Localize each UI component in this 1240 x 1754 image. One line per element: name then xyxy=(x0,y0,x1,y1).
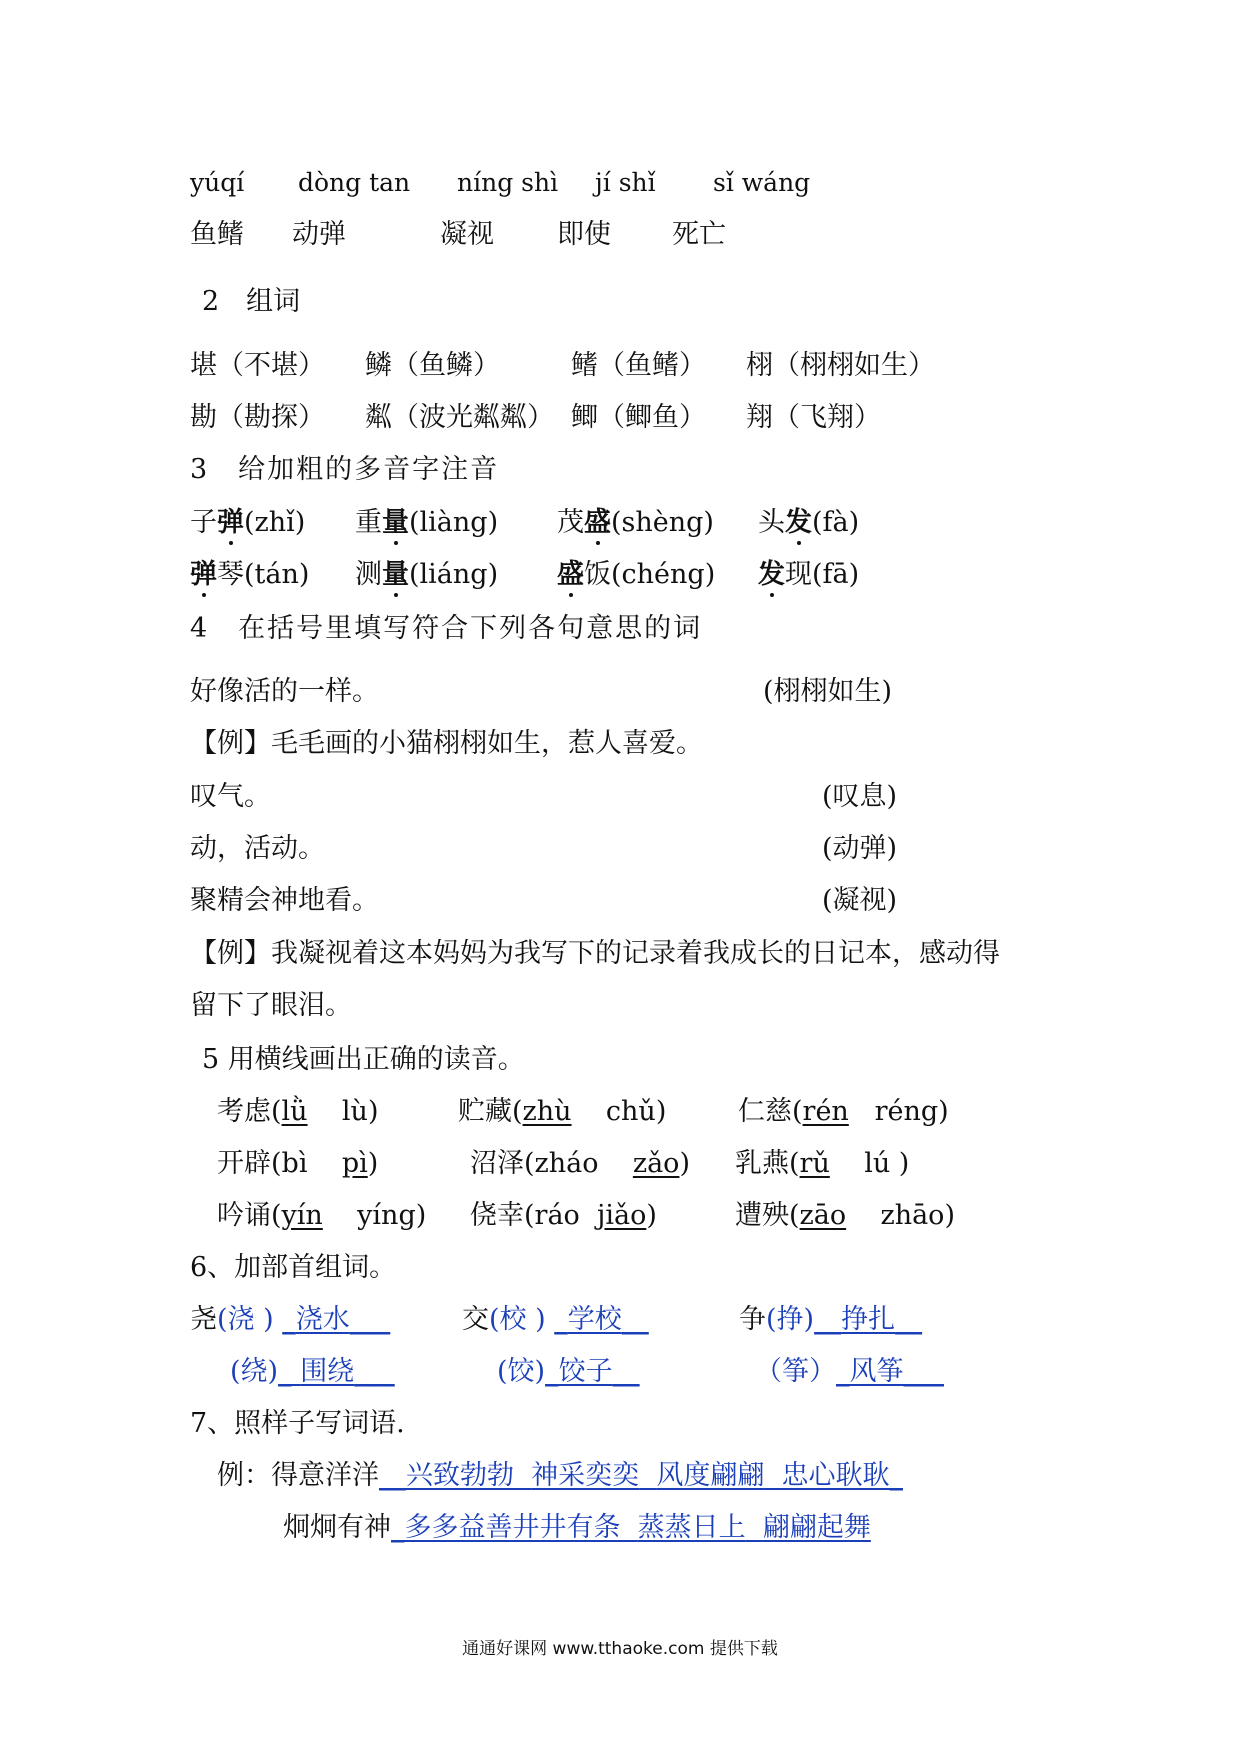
reading-item: 开辟(bì pì) xyxy=(217,1148,379,1179)
pinyin-5: sǐ wáng xyxy=(713,168,811,197)
polyphone-item: 茂盛(shèng) xyxy=(557,507,714,538)
section-4-heading: 4 在括号里填写符合下列各句意思的词 xyxy=(190,613,703,644)
word-4: 即使 xyxy=(557,219,611,250)
section-5-heading: 5 用横线画出正确的读音。 xyxy=(202,1044,525,1075)
section-2-heading: 2 组词 xyxy=(202,286,301,317)
polyphone-item: 子弹(zhǐ) xyxy=(190,507,306,538)
polyphone-item: 重量(liàng) xyxy=(355,507,499,538)
answer-word: (动弹) xyxy=(822,833,898,864)
reading-item: 吟诵(yín yíng) xyxy=(217,1200,427,1231)
polyphone-item: 头发(fà) xyxy=(758,507,860,538)
word-1: 鱼鳍 xyxy=(190,219,244,250)
word-3: 凝视 xyxy=(440,219,494,250)
group-word: 鲫（鲫鱼） xyxy=(571,402,706,433)
example-sentence-cont: 留下了眼泪。 xyxy=(190,990,352,1021)
word-2: 动弹 xyxy=(292,219,346,250)
polyphone-item: 发现(fā) xyxy=(758,559,860,590)
group-word: 鳞（鱼鳞） xyxy=(365,350,500,381)
reading-item: 侥幸(ráo jiǎo) xyxy=(470,1200,657,1231)
radical-item: （筝）_风筝___ xyxy=(755,1356,944,1387)
group-word: 翔（飞翔） xyxy=(746,402,881,433)
pinyin-2: dòng tan xyxy=(298,168,411,197)
group-word: 堪（不堪） xyxy=(190,350,325,381)
example-row: 例：得意洋洋__兴致勃勃 神采奕奕 风度翩翩 忠心耿耿_ xyxy=(217,1460,904,1491)
definition: 动，活动。 xyxy=(190,833,325,864)
group-word: 粼（波光粼粼） xyxy=(365,402,554,433)
polyphone-item: 盛饭(chéng) xyxy=(557,559,716,590)
group-word: 鳍（鱼鳍） xyxy=(571,350,706,381)
polyphone-item: 测量(liáng) xyxy=(355,559,499,590)
example-sentence: 【例】我凝视着这本妈妈为我写下的记录着我成长的日记本，感动得 xyxy=(190,938,1000,969)
reading-item: 仁慈(rén réng) xyxy=(738,1096,949,1127)
section-3-heading: 3 给加粗的多音字注音 xyxy=(190,454,500,485)
definition: 叹气。 xyxy=(190,781,271,812)
radical-item: (绕)_ 围绕___ xyxy=(230,1356,395,1387)
answer-word: (栩栩如生) xyxy=(763,676,893,707)
answer-row: 炯炯有神_多多益善井井有条 蒸蒸日上 翩翩起舞 xyxy=(283,1512,871,1543)
radical-item: 争(挣)__挣扎__ xyxy=(739,1304,923,1335)
reading-item: 沼泽(zháo zǎo) xyxy=(470,1148,690,1179)
group-word: 栩（栩栩如生） xyxy=(746,350,935,381)
group-word: 勘（勘探） xyxy=(190,402,325,433)
reading-item: 乳燕(rǔ lú ) xyxy=(735,1148,910,1179)
pinyin-4: jí shǐ xyxy=(595,168,656,197)
reading-item: 遭殃(zāo zhāo) xyxy=(735,1200,955,1231)
section-6-heading: 6、加部首组词。 xyxy=(190,1252,397,1283)
reading-item: 考虑(lǜ lù) xyxy=(217,1096,379,1127)
word-5: 死亡 xyxy=(672,219,726,250)
answer-word: (叹息) xyxy=(822,781,898,812)
definition: 好像活的一样。 xyxy=(190,676,379,707)
radical-item: 交(校 ) _学校__ xyxy=(462,1304,649,1335)
definition: 聚精会神地看。 xyxy=(190,885,379,916)
radical-item: 尧(浇 ) _浇水___ xyxy=(190,1304,391,1335)
pinyin-3: níng shì xyxy=(457,168,559,197)
answer-word: (凝视) xyxy=(822,885,898,916)
polyphone-item: 弹琴(tán) xyxy=(190,559,310,590)
radical-item: (饺)_饺子__ xyxy=(497,1356,640,1387)
pinyin-1: yúqí xyxy=(190,168,245,197)
example-sentence: 【例】毛毛画的小猫栩栩如生，惹人喜爱。 xyxy=(190,728,703,759)
reading-item: 贮藏(zhù chǔ) xyxy=(458,1096,667,1127)
page-footer: 通通好课网 www.tthaoke.com 提供下载 xyxy=(462,1639,778,1659)
section-7-heading: 7、照样子写词语. xyxy=(190,1408,405,1439)
